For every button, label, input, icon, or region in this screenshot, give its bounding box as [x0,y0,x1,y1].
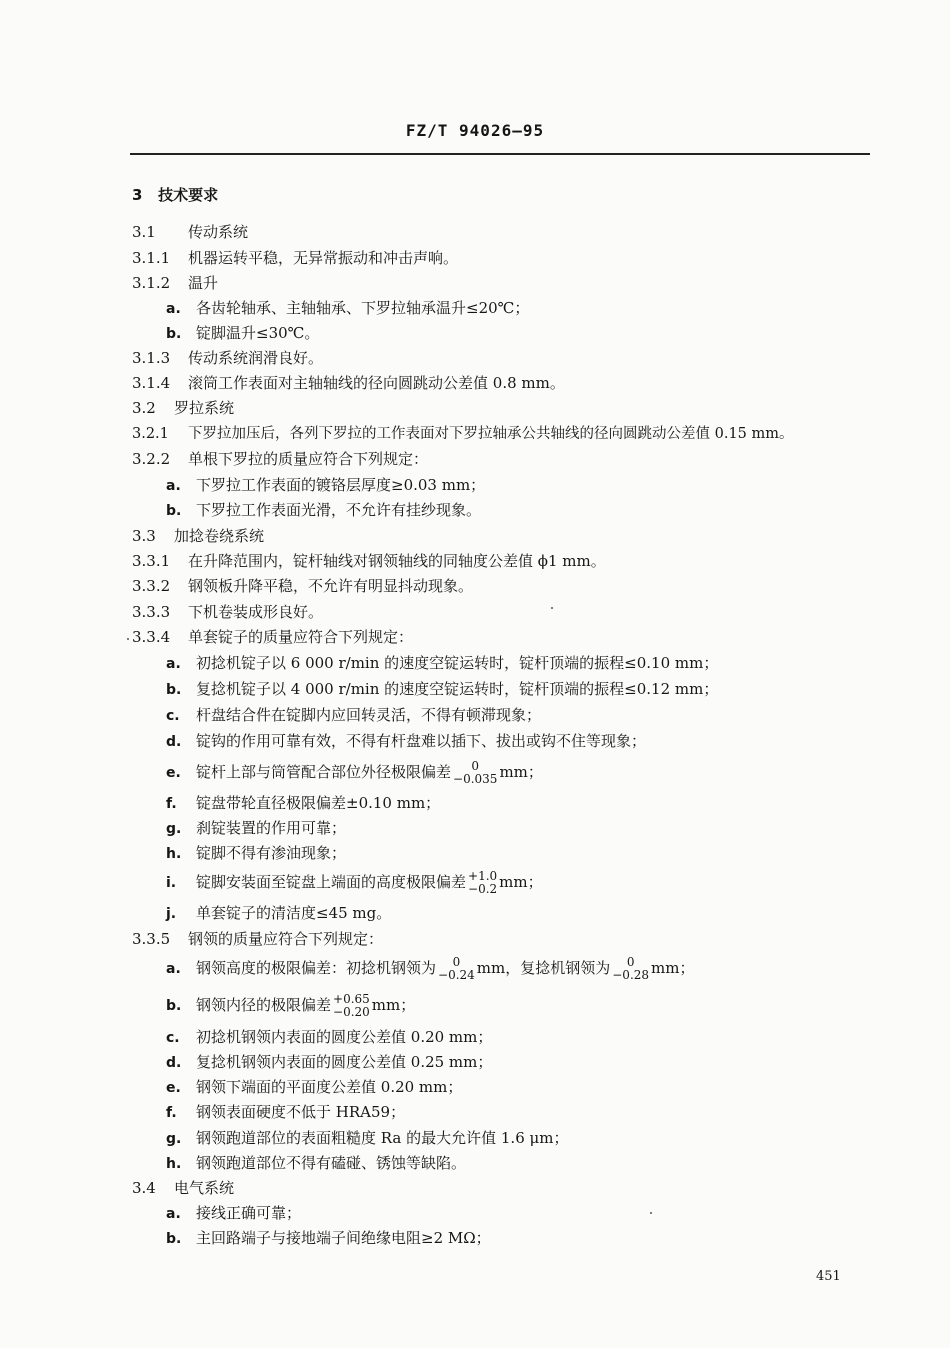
item-text: 下罗拉工作表面光滑，不允许有挂纱现象。 [196,501,482,519]
tolerance-upper: 0 [452,955,461,969]
tolerance [612,956,649,982]
item-label: g. [166,1131,182,1147]
clause-text: 机器运转平稳，无异常振动和冲击声响。 [188,249,459,267]
clause-3-1-1 [132,248,458,268]
item-label: a. [166,478,181,494]
item-text: 刹锭装置的作用可靠； [196,819,347,837]
clause-number: 3.1.4 [132,374,171,392]
item-label: f. [166,796,177,812]
item-text: 单套锭子的清洁度≤45 mg。 [196,904,392,922]
clause-text: 下机卷装成形良好。 [188,603,324,621]
clause-number: 3.1 [132,223,156,241]
tolerance-upper: +0.65 [333,992,370,1006]
clause-text: 在升降范围内，锭杆轴线对钢领轴线的同轴度公差值 ϕ1 mm。 [188,552,606,570]
item-text: 主回路端子与接地端子间绝缘电阻≥2 MΩ； [196,1229,491,1247]
list-item [166,475,485,496]
item-label: h. [166,846,182,862]
clause-number: 3.3 [132,527,156,545]
item-text: 初捻机钢领内表面的圆度公差值 0.20 mm； [196,1028,493,1046]
item-label: a. [166,656,181,672]
clause-number: 3.3.3 [132,603,171,621]
clause-title: 温升 [188,274,219,292]
tolerance-lower: −0.2 [468,882,498,896]
tolerance-upper: 0 [471,759,480,773]
clause-title: 传动系统 [188,223,249,241]
list-item [166,731,646,752]
tolerance-lower: −0.28 [612,968,650,982]
list-item [166,1077,462,1098]
clause-text: 传动系统润滑良好。 [188,349,324,367]
clause-text: 下罗拉加压后，各列下罗拉的工作表面对下罗拉轴承公共轴线的径向圆跳动公差值 0.15 mm。 [188,426,794,442]
item-label: g. [166,821,182,837]
page-number: 451 [816,1269,841,1284]
item-text: mm，复捻机钢领为 [476,959,611,977]
item-text: 锭杆上部与筒管配合部位外径极限偏差 [196,763,452,781]
item-text: 锭脚温升≤30℃。 [196,324,320,342]
item-text: 杆盘结合件在锭脚内应回转灵活，不得有顿滞现象； [196,706,542,724]
item-label: d. [166,734,182,750]
item-label: e. [166,1080,181,1096]
list-item [166,1153,466,1174]
item-text: 钢领高度的极限偏差：初捻机钢领为 [196,959,437,977]
item-text: 钢领表面硬度不低于 HRA59； [196,1103,406,1121]
clause-3-1-4 [132,373,565,393]
list-item [166,679,718,700]
list-item [166,903,391,924]
item-text: 下罗拉工作表面的镀铬层厚度≥0.03 mm； [196,476,486,494]
clause-text: 单套锭子的质量应符合下列规定： [188,628,414,646]
item-label: b. [166,326,182,342]
list-item [166,843,346,864]
item-text: 锭脚安装面至锭盘上端面的高度极限偏差 [196,873,467,891]
tolerance [333,993,370,1019]
clause-3-3-2 [132,576,473,596]
clause-number: 3.2.2 [132,450,171,468]
clause-number: 3.1.3 [132,349,171,367]
clause-number: 3.2.1 [132,426,169,442]
unit: mm； [371,996,416,1014]
item-text: 复捻机钢领内表面的圆度公差值 0.25 mm； [196,1053,493,1071]
clause-text: 钢领板升降平稳，不允许有明显抖动现象。 [188,577,474,595]
tolerance-lower: −0.20 [333,1005,370,1019]
list-item [166,1228,491,1249]
item-label: c. [166,1030,180,1046]
list-item [166,1102,405,1123]
tolerance [438,956,475,982]
clause-text: 单根下罗拉的质量应符合下列规定： [188,450,429,468]
clause-3-3-3 [132,602,323,622]
item-text: 钢领内径的极限偏差 [196,996,332,1014]
clause-3-3-1 [132,551,606,571]
item-label: f. [166,1105,177,1121]
clause-3-3-5 [132,929,383,949]
clause-3-1-2 [132,273,218,293]
tolerance-upper: 0 [626,955,635,969]
tolerance-upper: +1.0 [468,869,498,883]
list-item [166,298,529,319]
clause-3-1 [132,222,248,242]
section-title: 技术要求 [158,186,219,204]
item-label: i. [166,875,177,891]
item-text: 钢领下端面的平面度公差值 0.20 mm； [196,1078,463,1096]
section-number: 3 [132,186,143,204]
list-item [166,1128,568,1149]
section-heading [132,185,218,205]
item-text: 锭盘带轮直径极限偏差±0.10 mm； [196,794,441,812]
unit: mm； [651,959,695,977]
standard-code-header: FZ/T 94026—95 [405,121,545,140]
list-item [166,705,541,726]
clause-number: 3.1.1 [132,249,171,267]
list-item [166,760,543,786]
header-rule [130,153,870,155]
tolerance [468,870,497,896]
scan-speck [650,1212,652,1214]
scan-speck [127,638,129,640]
item-label: c. [166,708,180,724]
list-item [166,793,440,814]
clause-3-2-1 [132,424,794,444]
tolerance-lower: −0.035 [453,772,498,786]
list-item [166,500,481,521]
list-item [166,993,415,1019]
clause-text: 滚筒工作表面对主轴轴线的径向圆跳动公差值 0.8 mm。 [188,374,565,392]
clause-title: 罗拉系统 [174,399,235,417]
item-label: a. [166,301,181,317]
unit: mm； [499,873,543,891]
item-label: e. [166,765,181,781]
list-item [166,1203,301,1224]
item-text: 接线正确可靠； [196,1204,302,1222]
item-text: 锭脚不得有渗油现象； [196,844,347,862]
list-item [166,956,694,982]
item-label: d. [166,1055,182,1071]
item-text: 初捻机锭子以 6 000 r/min 的速度空锭运转时，锭杆顶端的振程≤0.10 mm； [196,654,719,672]
item-label: b. [166,1231,182,1247]
item-text: 各齿轮轴承、主轴轴承、下罗拉轴承温升≤20℃； [196,299,530,317]
item-text: 复捻机锭子以 4 000 r/min 的速度空锭运转时，锭杆顶端的振程≤0.12 mm； [196,680,719,698]
clause-number: 3.2 [132,399,156,417]
clause-number: 3.3.5 [132,930,171,948]
clause-number: 3.4 [132,1179,156,1197]
clause-title: 电气系统 [174,1179,235,1197]
tolerance [453,760,497,786]
item-text: 钢领跑道部位的表面粗糙度 Ra 的最大允许值 1.6 μm； [196,1129,569,1147]
clause-number: 3.3.4 [132,628,171,646]
item-label: b. [166,998,182,1014]
scan-speck [551,607,553,609]
item-label: j. [166,906,177,922]
item-label: b. [166,682,182,698]
tolerance-lower: −0.24 [438,968,475,982]
clause-number: 3.3.1 [132,552,171,570]
list-item [166,323,319,344]
list-item [166,818,346,839]
clause-3-3 [132,526,264,546]
unit: mm； [499,763,543,781]
item-label: a. [166,1206,181,1222]
clause-3-2-2 [132,449,428,469]
clause-3-2 [132,398,234,418]
item-label: h. [166,1156,182,1172]
item-label: a. [166,961,181,977]
clause-title: 加捻卷绕系统 [174,527,265,545]
list-item [166,870,543,896]
item-text: 钢领跑道部位不得有磕碰、锈蚀等缺陷。 [196,1154,467,1172]
list-item [166,1052,492,1073]
clause-text: 钢领的质量应符合下列规定： [188,930,384,948]
clause-number: 3.1.2 [132,274,171,292]
clause-3-1-3 [132,348,323,368]
clause-3-4 [132,1178,234,1198]
list-item [166,1027,492,1048]
item-label: b. [166,503,182,519]
list-item [166,653,718,674]
clause-number: 3.3.2 [132,577,171,595]
item-text: 锭钩的作用可靠有效，不得有杆盘难以插下、拔出或钩不住等现象； [196,732,647,750]
clause-3-3-4 [132,627,413,647]
